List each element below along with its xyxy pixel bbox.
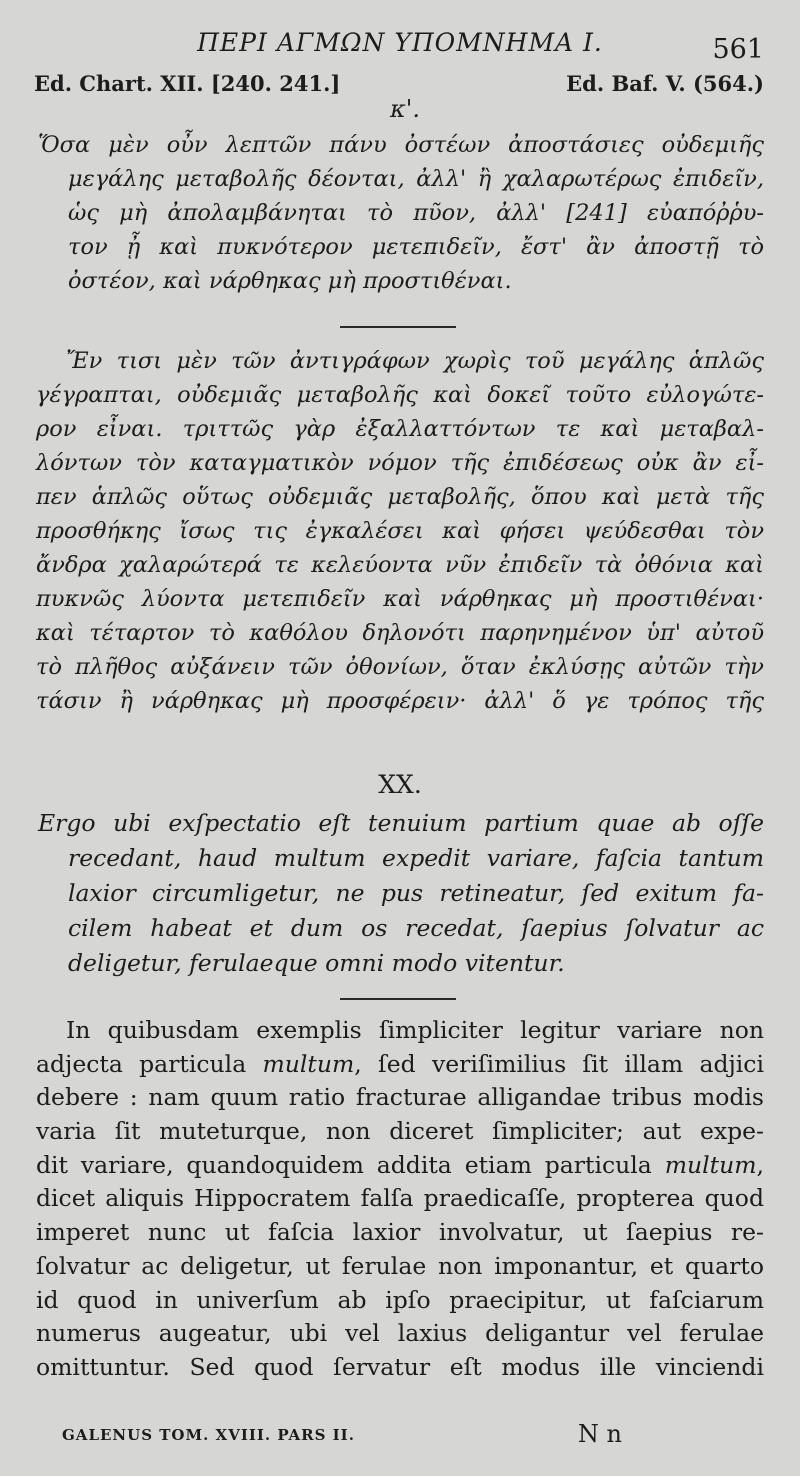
latin-commentary-line: debere : nam quum ratio fracturae alligandae tribus modis [36,1083,764,1112]
greek-lemma [38,128,764,298]
greek-lemma-line: ὡς μὴ ἀπολαμβάνηται τὸ πῦον, ἀλλ' [241] εὐαπόῤῥυ- [68,200,764,226]
latin-commentary-line: In quibusdam exemplis ſimpliciter legitur variare non [66,1016,764,1044]
greek-commentary-line: ἄνδρα χαλαρώτερά τε κελεύοντα νῦν ἐπιδεῖν τὰ ὀθόνια καὶ [36,552,764,578]
greek-commentary-line: πεν ἁπλῶς οὕτως οὐδεμιᾶς μεταβολῆς, ὅπου καὶ μετὰ τῆς [36,484,764,510]
greek-commentary-line: πυκνῶς λύοντα μετεπιδεῖν καὶ νάρθηκας μὴ προστιθέναι· [36,586,764,612]
latin-commentary-line: imperet nunc ut faſcia laxior involvatur, ut ſaepius re- [36,1218,764,1247]
latin-lemma-line: laxior circumligetur, ne pus retineatur, ſed exitum fa- [68,879,764,907]
greek-commentary-line: καὶ τέταρτον τὸ καθόλου δηλονότι παρηνημένον ὑπ' αὐτοῦ [36,620,764,646]
greek-lemma-line: ὀστέον, καὶ νάρθηκας μὴ προστιθέναι. [68,268,512,294]
page-footer [62,1420,622,1450]
section-divider [340,326,456,328]
greek-commentary-line: προσθήκης ἴσως τις ἐγκαλέσει καὶ φήσει ψεύδεσθαι τὸν [36,518,764,544]
edition-chartier-ref: Ed. Chart. XII. [240. 241.] [34,71,341,96]
latin-lemma-line: Ergo ubi exſpectatio eſt tenuium partium quae ab oſſe [38,809,764,837]
latin-commentary-line: dicet aliquis Hippocratem falſa praedicaſſe, propterea quod [36,1184,764,1213]
greek-commentary [36,344,764,718]
greek-lemma-line: Ὅσα μὲν οὖν λεπτῶν πάνυ ὀστέων ἀποστάσιες οὐδεμιῆς [38,132,764,158]
latin-commentary-line: adjecta particula multum, ſed veriſimilius ſit illam adjici [36,1049,764,1078]
greek-lemma-line: μεγάλης μεταβολῆς δέονται, ἀλλ' ἢ χαλαρωτέρως ἐπιδεῖν, [68,166,764,192]
latin-commentary-line: omittuntur. Sed quod ſervatur eſt modus ille vinciendi [36,1352,764,1381]
section-marker: κ'. [390,95,420,123]
page-number: 561 [712,34,764,65]
latin-lemma-line: recedant, haud multum expedit variare, faſcia tantum [68,844,764,872]
latin-commentary-line: varia ſit muteturque, non diceret ſimpliciter; aut expe- [36,1117,764,1146]
latin-section-heading: XX. [378,770,422,799]
greek-commentary-line: τάσιν ἢ νάρθηκας μὴ προσφέρειν· ἀλλ' ὅ γε τρόπος τῆς [36,688,764,714]
edition-basel-ref: Ed. Baf. V. (564.) [566,71,764,96]
section-divider [340,998,456,1000]
latin-commentary-line: numerus augeatur, ubi vel laxius deligantur vel ferulae [36,1319,764,1348]
latin-commentary-line: ſolvatur ac deligetur, ut ferulae non imponantur, et quarto [36,1251,764,1280]
greek-commentary-line: λόντων τὸν καταγματικὸν νόμον τῆς ἐπιδέσεως οὐκ ἂν εἶ- [36,450,764,476]
signature-mark: N n [577,1420,622,1448]
greek-lemma-line: τον ᾖ καὶ πυκνότερον μετεπιδεῖν, ἔστ' ἂν ἀποστῇ τὸ [68,234,764,260]
greek-commentary-line: τὸ πλῆθος αὐξάνειν τῶν ὀθονίων, ὅταν ἐκλύσῃς αὐτῶν τὴν [36,654,764,680]
greek-commentary-line: ρον εἶναι. τριττῶς γὰρ ἐξαλλαττόντων τε καὶ μεταβαλ- [36,416,764,442]
latin-lemma-line: cilem habeat et dum os recedat, ſaepius ſolvatur ac [68,914,764,942]
latin-commentary-line: id quod in univerſum ab ipſo praecipitur, ut faſciarum [36,1285,764,1314]
latin-lemma [38,806,764,981]
signature-line: GALENUS TOM. XVIII. PARS II. [62,1426,355,1444]
running-title: ΠΕΡΙ ΑΓΜΩΝ ΥΠΟΜΝΗΜΑ Ι. [197,28,603,57]
greek-commentary-line: Ἔν τισι μὲν τῶν ἀντιγράφων χωρὶς τοῦ μεγάλης ἁπλῶς [66,348,764,374]
latin-commentary [36,1014,764,1385]
latin-lemma-line: deligetur, ferulaeque omni modo vitentur. [68,949,565,977]
latin-commentary-line: dit variare, quandoquidem addita etiam particula multum, [36,1150,764,1179]
greek-commentary-line: γέγραπται, οὐδεμιᾶς μεταβολῆς καὶ δοκεῖ τοῦτο εὐλογώτε- [36,382,764,408]
